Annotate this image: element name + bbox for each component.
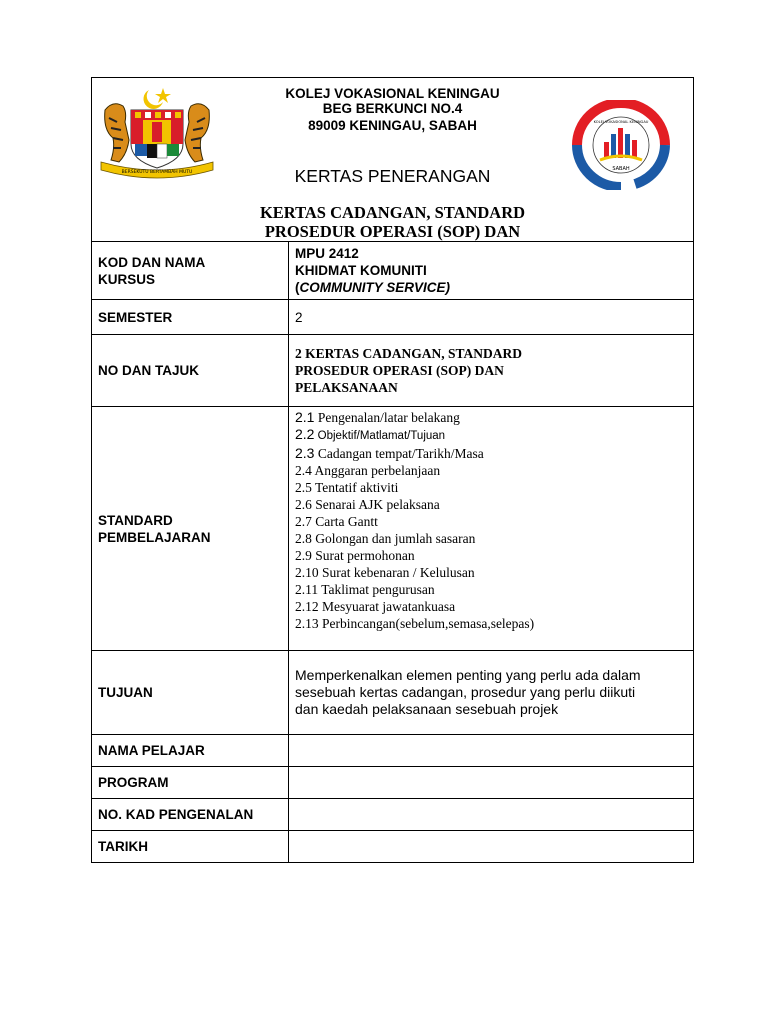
label-standard-line1: STANDARD: [98, 512, 173, 528]
label-tajuk: NO DAN TAJUK: [92, 335, 289, 407]
standard-item: 2.11 Taklimat pengurusan: [295, 582, 435, 597]
document-type: KERTAS PENERANGAN: [294, 166, 491, 186]
course-info-table: [92, 241, 693, 863]
standard-item: 2.5 Tentatif aktiviti: [295, 480, 399, 495]
nama-pelajar-field[interactable]: [289, 735, 694, 767]
standard-item: 2.2 Objektif/Matlamat/Tujuan: [295, 426, 446, 442]
tajuk-line3: PELAKSANAAN: [295, 380, 398, 395]
kolej-logo-sabah: SABAH: [612, 166, 630, 172]
document-title-line1: KERTAS CADANGAN, STANDARD: [259, 203, 526, 222]
kolej-logo-ring-text: KOLEJ VOKASIONAL KENINGAU: [593, 120, 649, 124]
row-semester: [92, 300, 693, 335]
tajuk-line1: 2 KERTAS CADANGAN, STANDARD: [295, 346, 523, 361]
standard-item: 2.6 Senarai AJK pelaksana: [295, 497, 440, 512]
document-header: [92, 78, 693, 242]
value-tajuk: [289, 335, 694, 407]
course-code: MPU 2412: [295, 246, 359, 261]
document-title-line2: PROSEDUR OPERASI (SOP) DAN: [264, 222, 521, 241]
program-field[interactable]: [289, 767, 694, 799]
row-program: [92, 767, 693, 799]
standard-item: 2.4 Anggaran perbelanjaan: [295, 463, 441, 478]
label-nama-pelajar: NAMA PELAJAR: [92, 735, 289, 767]
row-nama-pelajar: [92, 735, 693, 767]
label-semester: SEMESTER: [92, 300, 289, 335]
institution-address-1: BEG BERKUNCI NO.4: [322, 101, 463, 116]
standard-item: 2.9 Surat permohonan: [295, 548, 415, 563]
tajuk-line2: PROSEDUR OPERASI (SOP) DAN: [295, 363, 504, 378]
tujuan-line3: dan kaedah pelaksanaan sesebuah projek: [295, 701, 559, 717]
label-kod-line2: KURSUS: [98, 271, 156, 287]
institution-address-2: 89009 KENINGAU, SABAH: [308, 118, 477, 133]
standard-item: 2.13 Perbincangan(sebelum,semasa,selepas): [295, 616, 535, 631]
standard-item: 2.10 Surat kebenaran / Kelulusan: [295, 565, 475, 580]
row-tujuan: [92, 651, 693, 735]
tujuan-line1: Memperkenalkan elemen penting yang perlu ada dalam: [295, 667, 641, 683]
course-name: KHIDMAT KOMUNITI: [295, 263, 427, 278]
row-tajuk: [92, 335, 693, 407]
standard-list: [289, 407, 694, 651]
value-tujuan: [289, 651, 694, 735]
value-semester: 2: [289, 300, 694, 335]
label-kod-line1: KOD DAN NAMA: [98, 254, 206, 270]
institution-name: KOLEJ VOKASIONAL KENINGAU: [285, 86, 500, 101]
label-tarikh: TARIKH: [92, 831, 289, 863]
label-kad-pengenalan: NO. KAD PENGENALAN: [92, 799, 289, 831]
coat-of-arms-banner: BERSEKUTU BERTAMBAH MUTU: [121, 170, 193, 175]
standard-item: 2.7 Carta Gantt: [295, 514, 378, 529]
row-tarikh: [92, 831, 693, 863]
course-name-english: (COMMUNITY SERVICE): [295, 280, 451, 295]
row-kod-kursus: [92, 242, 693, 300]
tujuan-line2: sesebuah kertas cadangan, prosedur yang perlu diikuti: [295, 684, 636, 700]
tarikh-field[interactable]: [289, 831, 694, 863]
label-program: PROGRAM: [92, 767, 289, 799]
row-kad-pengenalan: [92, 799, 693, 831]
value-kod-kursus: [289, 242, 694, 300]
kad-pengenalan-field[interactable]: [289, 799, 694, 831]
row-standard: [92, 407, 693, 651]
standard-item: 2.1 Pengenalan/latar belakang: [295, 409, 460, 425]
standard-item: 2.12 Mesyuarat jawatankuasa: [295, 599, 456, 614]
label-tujuan: TUJUAN: [92, 651, 289, 735]
label-kod-kursus: [92, 242, 289, 300]
label-standard: [92, 407, 289, 651]
label-standard-line2: PEMBELAJARAN: [98, 529, 211, 545]
standard-item: 2.3 Cadangan tempat/Tarikh/Masa: [295, 445, 484, 461]
document-frame: [91, 77, 694, 863]
document-title: [92, 203, 693, 241]
standard-item: 2.8 Golongan dan jumlah sasaran: [295, 531, 476, 546]
